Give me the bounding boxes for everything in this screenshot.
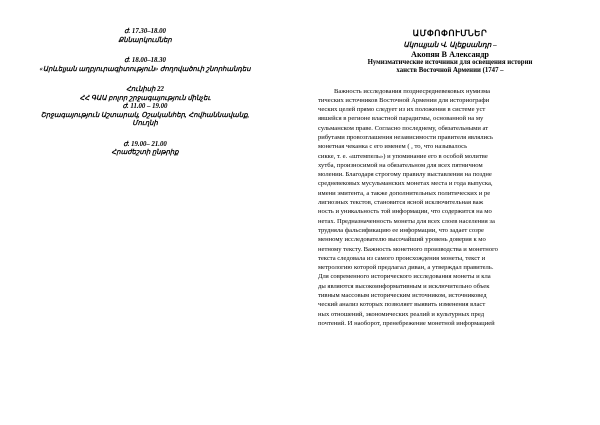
abstract-body (318, 87, 582, 329)
body-line: явшейся в регионе властной парадигмы, основанной на му (318, 115, 484, 123)
abstract (318, 28, 582, 328)
section-heading: ԱՄՓՈՓՈՒՄՆԵՐ (412, 28, 488, 38)
body-line: Для современного исторического исследования монеты и кла (318, 273, 491, 281)
body-line: метрологию которой предлагал диван, а утверждал правитель. (318, 264, 494, 272)
entry-label: «Արևելյան աղբյուրագիտություն» ժողովածուի շնորհանդես (39, 65, 251, 73)
entry-label: Շրջագայություն Աշտարակ, Օշականհեր, Հովհաննավանք, (40, 111, 250, 119)
body-line: ных отношений, экономических реалий и культурных пред (318, 310, 485, 318)
body-line: хутба, произносимой на обязательном для всех пятничном (318, 161, 483, 169)
schedule-entry-tour (38, 86, 252, 129)
body-line: ческий анализ которых позволяет выявить изменения власт (318, 301, 486, 309)
author-name-armenian: Ակոպյան Վ. Ալեքսանդր – (403, 41, 497, 49)
entry-time: ժ. 19.00– 21.00 (123, 140, 167, 148)
body-line: имени эмитента, а также дополнительных политических и ре (318, 189, 491, 197)
body-line: молении. Благодаря строгому правилу выставления на поздне (318, 171, 492, 179)
schedule-entry-dinner (38, 141, 252, 158)
body-line: ческих целей прямо следует из их положения в системе уст (318, 106, 486, 114)
body-line: ды являются высокоинформативным и исключительно объек (318, 282, 490, 290)
body-line: текста следовала из самого происхождения монеты, текст и (318, 254, 486, 262)
schedule-entry-discussions (38, 28, 252, 45)
body-line: сульманском праве. Согласно последнему, обязательными ат (318, 124, 489, 132)
program-schedule (38, 28, 252, 170)
body-line: монетная чеканка с его именем ( , то, что называлось (318, 143, 468, 151)
body-line: сикке, т. е. «штемпель») и упоминание его в особой молитве (318, 152, 488, 160)
entry-time: ժ. 17.30–18.00 (124, 28, 166, 35)
entry-label: Հրաժեշտի ընթրիք (111, 149, 179, 156)
body-line: нетах. Предназначенность монеты для всех слоев населения за (318, 217, 495, 225)
entry-time: ժ. 11.00 – 19.00 (122, 103, 168, 110)
body-line: ность и уникальность той информации, что содержится на мо (318, 208, 492, 216)
body-line: рибутами провозглашения независимости правителя являлись (318, 133, 493, 141)
body-line: трудняла фальсификацию ее информации, что задает созре (318, 226, 484, 234)
abstract-title-line: Нумизматические источники для освещения истории (367, 58, 533, 66)
entry-time: ժ. 18.00–18.30 (124, 57, 166, 64)
body-line: тивным массовым историческим источником, источниковед (318, 292, 487, 300)
entry-label: Մուղնի (132, 120, 158, 127)
body-line: менному исследователю высочайший уровень доверия к мо (318, 236, 486, 244)
author-name-russian: Акопян В Александр (411, 49, 489, 59)
right-page (300, 0, 600, 425)
entry-label: ՀՀ ԳԱԱ բոլոր շրջագայություն մինչեւ (79, 94, 211, 102)
body-line: Важность исследования позднесредневековых нумизма (334, 87, 491, 95)
body-line: средневековых мусульманских монетах места и года выпуска, (318, 180, 493, 188)
body-line: почтений. И наоборот, пренебрежение монетной информацией (318, 319, 495, 327)
body-line: лигиозных текстов, становится ясной исключительная важ (318, 199, 484, 207)
entry-label: Քննարկումներ (118, 36, 172, 44)
body-line: нетному тексту. Важность монетного производства и монетного (318, 245, 498, 253)
body-line: тических источников Восточной Армении для историографи (318, 96, 490, 104)
abstract-title-line: ханств Восточной Армении (1747 – (396, 66, 504, 74)
entry-date: Հունիսի 22 (126, 86, 164, 93)
schedule-entry-presentation (38, 57, 252, 74)
